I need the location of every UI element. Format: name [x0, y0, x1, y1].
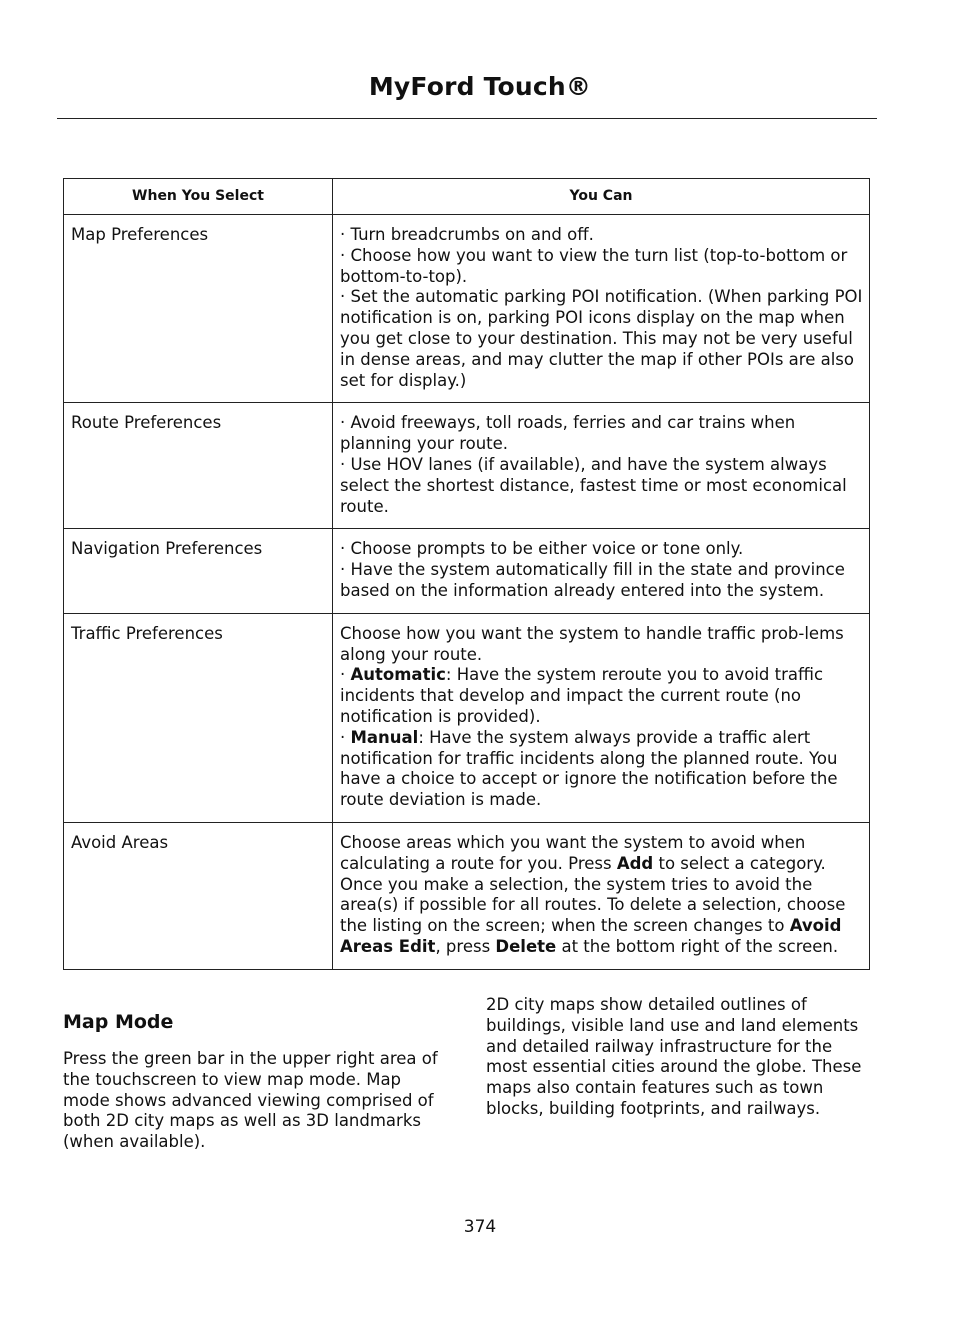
description-line: · Choose how you want to view the turn list (top-to-bottom or bottom-to-top).	[340, 245, 848, 286]
description-line: · Have the system automatically fill in the state and province based on the information already entered into the system.	[340, 560, 845, 600]
row-label-map-preferences: Map Preferences	[64, 215, 333, 403]
column-header-when-you-select: When You Select	[64, 179, 333, 215]
row-label-traffic-preferences: Traffic Preferences	[64, 613, 333, 822]
row-description	[333, 403, 870, 529]
page-header-title: MyFord Touch®	[368, 72, 592, 101]
description-text: Choose areas which you want the system to avoid when calculating a route for you. Press	[340, 832, 806, 873]
header-divider	[57, 118, 877, 119]
column-header-you-can: You Can	[333, 179, 870, 215]
table-row	[64, 529, 870, 613]
bullet: ·	[340, 665, 351, 685]
delete-label: Delete	[495, 936, 557, 956]
automatic-option	[340, 665, 863, 727]
add-label: Add	[616, 853, 654, 873]
row-label-avoid-areas: Avoid Areas	[64, 822, 333, 969]
section-heading-map-mode: Map Mode	[63, 1011, 174, 1033]
row-description	[333, 529, 870, 613]
description-line: · Choose prompts to be either voice or tone only.	[340, 539, 744, 559]
description-line: · Use HOV lanes (if available), and have the system always select the shortest distance, fastest time or most economical route.	[340, 454, 847, 516]
avoid-areas-edit-label: Avoid Areas Edit	[340, 916, 842, 956]
map-mode-paragraph-left: Press the green bar in the upper right area of the touchscreen to view map mode. Map mode shows advanced viewing comprised of both 2D city maps as well as 3D landmarks (when available).	[63, 1049, 438, 1152]
table-row	[64, 822, 870, 969]
map-mode-paragraph-right: 2D city maps show detailed outlines of buildings, visible land use and land elements and detailed railway infrastructure for the most essential cities around the globe. These maps also contain features such as town blocks, building footprints, and railways.	[486, 995, 862, 1118]
description-line: · Turn breadcrumbs on and off.	[340, 225, 594, 244]
description-line: · Set the automatic parking POI notification. (When parking POI notification is on, parking POI icons display on the map when you get close to your destination. This may not be very useful in dense areas, and may clutter the map if other POIs are also set for display.)	[340, 287, 863, 390]
table-row	[64, 403, 870, 529]
manual-text: : Have the system always provide a traffic alert notification for traffic incidents along the planned route. You have a choice to accept or ignore the notification before the route deviation is made.	[340, 727, 838, 810]
table-row	[64, 613, 870, 822]
table-header-row	[64, 179, 870, 215]
row-description	[333, 822, 870, 969]
bullet: ·	[340, 727, 351, 747]
preferences-table	[63, 178, 870, 970]
row-description	[333, 215, 870, 403]
description-intro: Choose how you want the system to handle traffic prob-lems along your route.	[340, 623, 844, 664]
automatic-label: Automatic	[350, 665, 446, 685]
row-label-route-preferences: Route Preferences	[64, 403, 333, 529]
row-label-navigation-preferences: Navigation Preferences	[64, 529, 333, 613]
table-row	[64, 215, 870, 403]
description-line: · Avoid freeways, toll roads, ferries and car trains when planning your route.	[340, 413, 796, 454]
row-description	[333, 613, 870, 822]
manual-option	[340, 728, 863, 811]
description-text: at the bottom right of the screen.	[556, 936, 839, 956]
description-text: to select a category. Once you make a selection, the system tries to avoid the area(s) if possible for all routes. To delete a selection, choose the listing on the screen; when the screen changes to	[340, 853, 846, 936]
manual-label: Manual	[350, 727, 419, 747]
description-text: , press	[435, 936, 496, 956]
page-number: 374	[463, 1217, 497, 1237]
automatic-text: : Have the system reroute you to avoid traffic incidents that develop and impact the current route (no notification is provided).	[340, 665, 824, 726]
